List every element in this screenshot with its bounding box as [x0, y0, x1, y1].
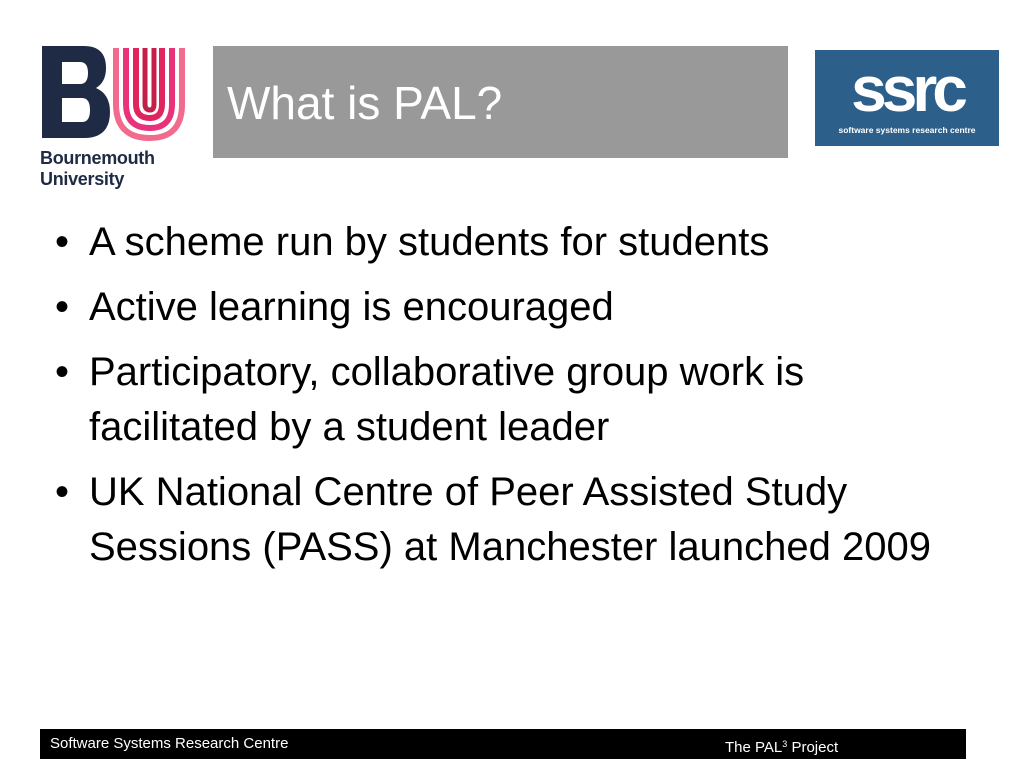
bullet-text: UK National Centre of Peer Assisted Study Sessions (PASS) at Manchester launched 2009 [89, 470, 931, 569]
ssrc-logo-mark: ssrc [851, 53, 963, 125]
bullet-dot-icon: • [55, 470, 70, 514]
footer-project-superscript: 3 [782, 739, 788, 749]
bullet-item [55, 465, 975, 575]
footer-project-suffix: Project [787, 739, 839, 756]
bu-wordmark-line1: Bournemouth [40, 148, 155, 168]
footer-bar [40, 729, 966, 759]
footer-left-text: Software Systems Research Centre [50, 735, 289, 752]
bullet-item [55, 280, 975, 335]
bullet-dot-icon: • [55, 350, 70, 394]
bullet-text: Active learning is encouraged [89, 285, 614, 329]
bu-logo-mark [40, 44, 190, 144]
bullet-text: A scheme run by students for students [89, 220, 770, 264]
ssrc-logo [815, 50, 999, 146]
bullet-dot-icon: • [55, 220, 70, 264]
title-bar [213, 46, 788, 158]
bullet-item [55, 345, 975, 455]
bu-wordmark-line2: University [40, 169, 125, 189]
bullet-item [55, 215, 975, 270]
bullet-text: Participatory, collaborative group work is facilitated by a student leader [89, 350, 805, 449]
ssrc-logo-subtitle: software systems research centre [838, 125, 976, 135]
bournemouth-university-logo [40, 44, 190, 194]
footer-project-prefix: The PAL [725, 739, 783, 756]
bullet-dot-icon: • [55, 285, 70, 329]
slide-title: What is PAL? [227, 77, 503, 129]
bullet-list [55, 215, 975, 585]
bu-wordmark [40, 148, 155, 190]
footer-right-text [725, 729, 838, 763]
